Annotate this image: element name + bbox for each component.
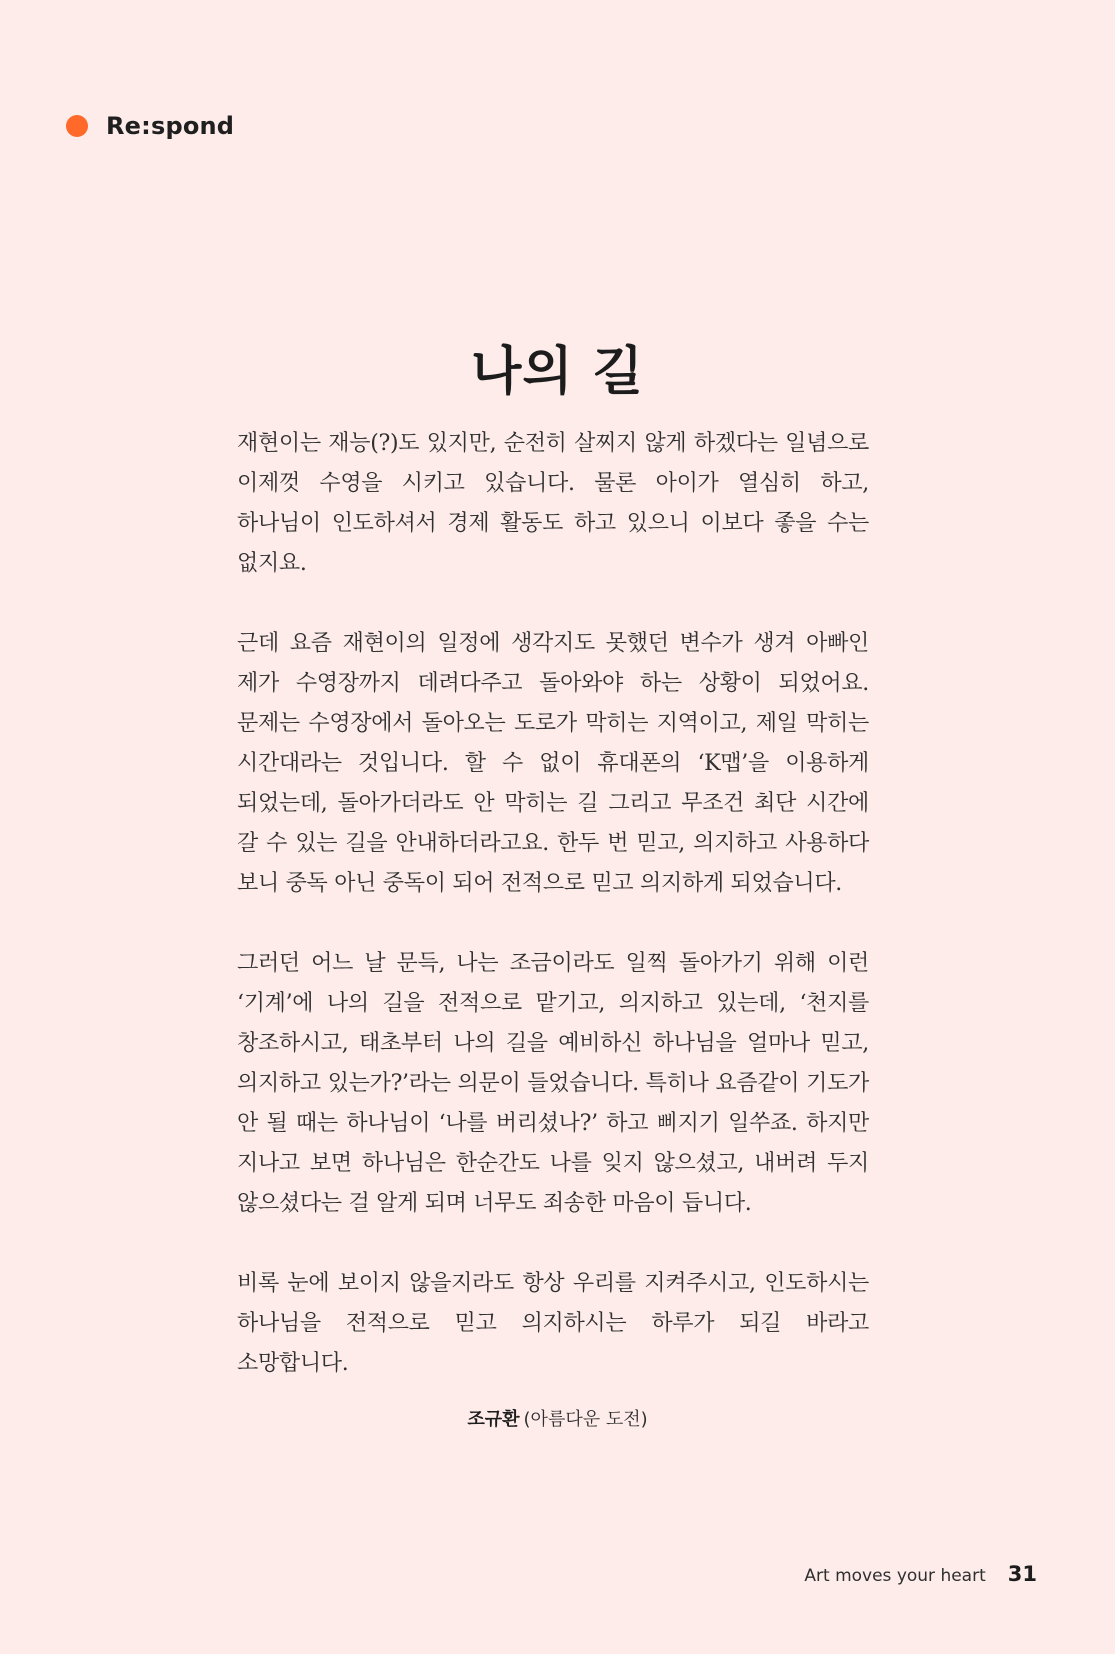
section-label: Re:spond: [106, 112, 235, 140]
section-header: [66, 112, 234, 140]
article-paragraph: 근데 요즘 재현이의 일정에 생각지도 못했던 변수가 생겨 아빠인 제가 수영장까지 데려다주고 돌아와야 하는 상황이 되었어요. 문제는 수영장에서 돌아오는 도로가 막히는 지역이고, 제일 막히는 시간대라는 것입니다. 할 수 없이 휴대폰의 ‘K맵’을 이용하게 되었는데, 돌아가더라도 안 막히는 길 그리고 무조건 최단 시간에 갈 수 있는 길을 안내하더라고요. 한두 번 믿고, 의지하고 사용하다 보니 중독 아닌 중독이 되어 전적으로 믿고 의지하게 되었습니다.: [237, 631, 869, 896]
article-paragraph: 비록 눈에 보이지 않을지라도 항상 우리를 지켜주시고, 인도하시는 하나님을 전적으로 믿고 의지하시는 하루가 되길 바라고 소망합니다.: [237, 1271, 869, 1376]
author-byline: [0, 1405, 1115, 1431]
author-name: 조규환: [467, 1409, 520, 1430]
page-number: 31: [1007, 1562, 1037, 1586]
article-title: 나의 길: [471, 341, 644, 402]
article-paragraph: 재현이는 재능(?)도 있지만, 순전히 살찌지 않게 하겠다는 일념으로 이제껏 수영을 시키고 있습니다. 물론 아이가 열심히 하고, 하나님이 인도하셔서 경제 활동도 하고 있으니 이보다 좋을 수는 없지요.: [237, 431, 869, 576]
article-paragraph: 그러던 어느 날 문득, 나는 조금이라도 일찍 돌아가기 위해 이런 ‘기계’에 나의 길을 전적으로 맡기고, 의지하고 있는데, ‘천지를 창조하시고, 태초부터 나의 길을 예비하신 하나님을 얼마나 믿고, 의지하고 있는가?’라는 의문이 들었습니다. 특히나 요즘같이 기도가 안 될 때는 하나님이 ‘나를 버리셨나?’ 하고 삐지기 일쑤죠. 하지만 지나고 보면 하나님은 한순간도 나를 잊지 않으셨고, 내버려 두지 않으셨다는 걸 알게 되며 너무도 죄송한 마음이 듭니다.: [237, 951, 869, 1216]
author-affiliation: (아름다운 도전): [523, 1409, 648, 1430]
section-dot-icon: [66, 115, 88, 137]
footer-tagline: Art moves your heart: [804, 1566, 986, 1586]
page-footer: [804, 1562, 1037, 1586]
article-body: [237, 424, 869, 1424]
